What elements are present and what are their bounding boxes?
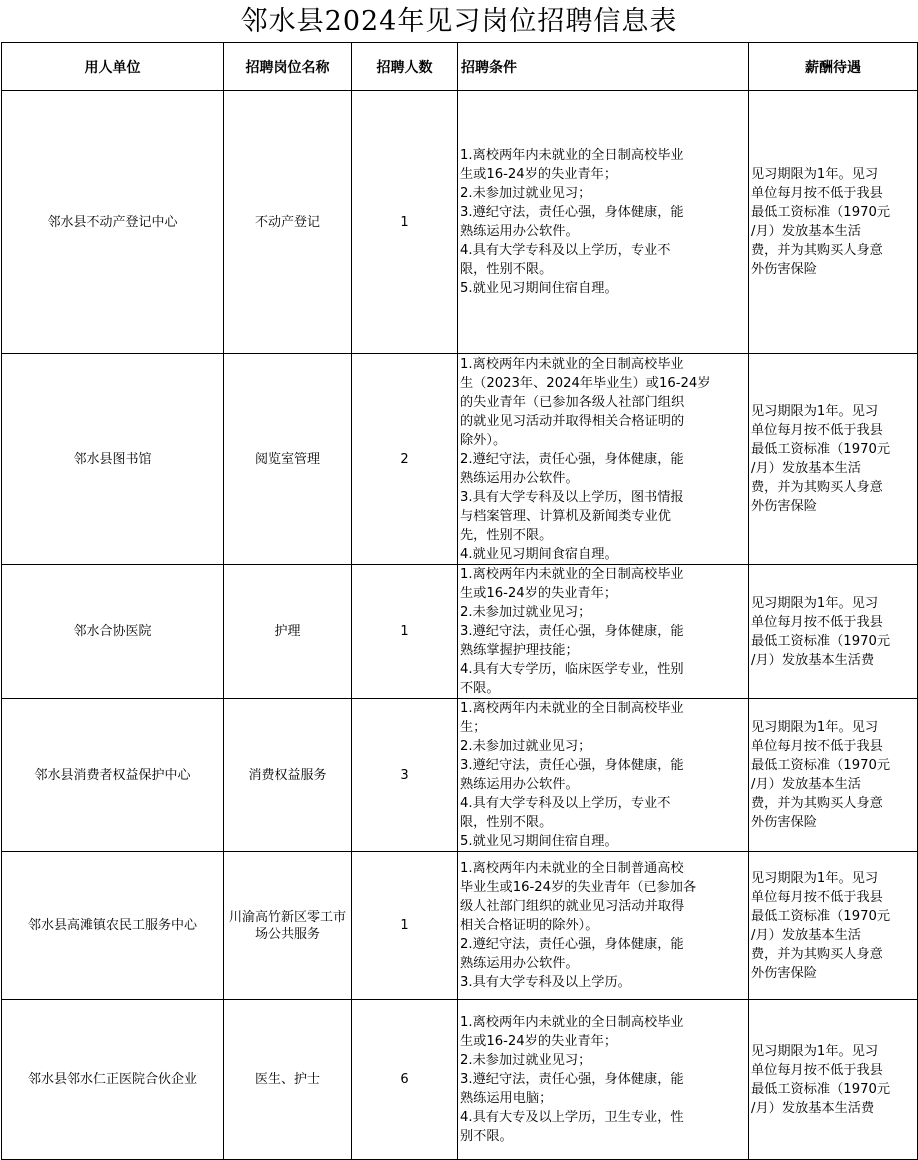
salary-line: 见习期限为1年。见习 [751, 870, 879, 886]
condition-line: 毕业生或16-24岁的失业青年（已参加各 [460, 880, 697, 895]
condition-line: 4.就业见习期间食宿自理。 [460, 546, 618, 562]
condition-line: 1.离校两年内未就业的全日制高校毕业 [460, 1015, 684, 1030]
condition-line: 3.遵纪守法，责任心强，身体健康，能 [460, 758, 684, 773]
position-label: 阅览室管理 [254, 451, 320, 467]
table-row [2, 91, 918, 354]
condition-line: 1.离校两年内未就业的全日制高校毕业 [460, 567, 684, 582]
salary-line: 最低工资标准（1970元 [751, 442, 891, 457]
salary-line: 外伤害保险 [751, 815, 817, 830]
condition-line: 3.遵纪守法，责任心强，身体健康，能 [460, 1072, 684, 1087]
cell-salary [749, 699, 918, 852]
cell-salary [749, 852, 918, 1000]
header-salary: 薪酬待遇 [749, 43, 918, 91]
condition-line: 4.具有大专及以上学历，卫生专业，性 [460, 1110, 684, 1125]
salary-line: 费，并为其购买人身意 [751, 243, 883, 258]
condition-line: 生或16-24岁的失业青年； [460, 586, 618, 601]
condition-line: 的就业见习活动并取得相关合格证明的 [460, 413, 685, 429]
cell-conditions [458, 354, 749, 565]
condition-line: 熟练运用电脑； [460, 1091, 553, 1106]
cell-salary [749, 1000, 918, 1160]
condition-line: 限，性别不限。 [460, 262, 553, 277]
cell-count: 1 [352, 91, 458, 354]
cell-count: 3 [352, 699, 458, 852]
cell-conditions [458, 91, 749, 354]
condition-line: 3.遵纪守法，责任心强，身体健康，能 [460, 624, 684, 639]
salary-line: 见习期限为1年。见习 [751, 167, 879, 182]
cell-count: 2 [352, 354, 458, 565]
cell-unit: 邻水县不动产登记中心 [2, 91, 224, 354]
condition-line: 与档案管理、计算机及新闻类专业优 [460, 508, 671, 524]
cell-position [224, 91, 352, 354]
cell-position [224, 354, 352, 565]
cell-salary [749, 354, 918, 565]
salary-line: 最低工资标准（1970元 [751, 758, 891, 773]
salary-line: 单位每月按不低于我县 [751, 739, 883, 754]
salary-line: 单位每月按不低于我县 [751, 614, 883, 630]
table-row [2, 852, 918, 1000]
condition-line: 5.就业见习期间住宿自理。 [460, 281, 618, 296]
condition-line: 3.具有大学专科及以上学历，图书情报 [460, 489, 684, 505]
condition-line: 熟练运用办公软件。 [460, 777, 579, 792]
cell-count: 1 [352, 852, 458, 1000]
condition-line: 3.遵纪守法，责任心强，身体健康，能 [460, 205, 684, 220]
table-row [2, 699, 918, 852]
condition-line: 先，性别不限。 [460, 527, 553, 543]
salary-line: 外伤害保险 [751, 965, 817, 981]
salary-line: 费，并为其购买人身意 [751, 796, 883, 811]
salary-line: /月）发放基本生活 [751, 777, 861, 792]
header-conditions: 招聘条件 [458, 43, 749, 91]
condition-line: 2.未参加过就业见习； [460, 605, 592, 620]
salary-line: 单位每月按不低于我县 [751, 1062, 883, 1078]
header-unit: 用人单位 [2, 43, 224, 91]
cell-unit: 邻水县高滩镇农民工服务中心 [2, 852, 224, 1000]
table-header-row [2, 43, 918, 91]
page-title: 邻水县2024年见习岗位招聘信息表 [240, 6, 678, 37]
condition-line: 熟练运用办公软件。 [460, 224, 579, 239]
cell-salary [749, 565, 918, 699]
salary-line: 外伤害保险 [751, 262, 817, 277]
cell-position [224, 1000, 352, 1160]
condition-line: 生或16-24岁的失业青年； [460, 167, 618, 182]
cell-conditions [458, 852, 749, 1000]
cell-salary [749, 91, 918, 354]
condition-line: 1.离校两年内未就业的全日制高校毕业 [460, 356, 684, 372]
condition-line: 生或16-24岁的失业青年； [460, 1034, 618, 1049]
condition-line: 生（2023年、2024年毕业生）或16-24岁 [460, 375, 711, 391]
salary-line: 最低工资标准（1970元 [751, 908, 891, 924]
condition-line: 的失业青年（已参加各级人社部门组织 [460, 394, 685, 410]
position-label: 川渝高竹新区零工市场公共服务 [228, 909, 346, 942]
cell-position [224, 565, 352, 699]
position-label: 护理 [274, 624, 301, 639]
cell-unit: 邻水合协医院 [2, 565, 224, 699]
condition-line: 生； [460, 720, 487, 735]
salary-line: /月）发放基本生活费 [751, 1100, 875, 1116]
condition-line: 相关合格证明的除外）。 [460, 918, 599, 933]
salary-line: 见习期限为1年。见习 [751, 404, 879, 419]
condition-line: 熟练运用办公软件。 [460, 470, 579, 486]
condition-line: 除外）。 [460, 432, 507, 448]
condition-line: 4.具有大专学历，临床医学专业，性别 [460, 662, 684, 677]
salary-line: 外伤害保险 [751, 499, 817, 514]
condition-line: 不限。 [460, 681, 500, 696]
position-label: 不动产登记 [254, 214, 320, 230]
salary-line: 最低工资标准（1970元 [751, 205, 891, 220]
condition-line: 2.未参加过就业见习； [460, 186, 592, 201]
salary-line: 单位每月按不低于我县 [751, 186, 883, 201]
cell-position [224, 699, 352, 852]
table-row [2, 1000, 918, 1160]
recruitment-table [1, 42, 918, 1160]
condition-line: 2.遵纪守法，责任心强，身体健康，能 [460, 451, 684, 467]
salary-line: 单位每月按不低于我县 [751, 889, 883, 905]
condition-line: 1.离校两年内未就业的全日制高校毕业 [460, 148, 684, 163]
table-row [2, 354, 918, 565]
salary-line: 最低工资标准（1970元 [751, 633, 891, 649]
condition-line: 1.离校两年内未就业的全日制高校毕业 [460, 701, 684, 716]
cell-unit: 邻水县图书馆 [2, 354, 224, 565]
cell-conditions [458, 565, 749, 699]
condition-line: 别不限。 [460, 1129, 513, 1144]
position-label: 医生、护士 [254, 1072, 320, 1087]
condition-line: 3.具有大学专科及以上学历。 [460, 975, 631, 990]
condition-line: 1.离校两年内未就业的全日制普通高校 [460, 861, 684, 876]
condition-line: 限，性别不限。 [460, 815, 553, 830]
condition-line: 5.就业见习期间住宿自理。 [460, 834, 618, 849]
salary-line: 最低工资标准（1970元 [751, 1081, 891, 1097]
cell-conditions [458, 699, 749, 852]
salary-line: /月）发放基本生活费 [751, 652, 875, 668]
salary-line: 见习期限为1年。见习 [751, 595, 879, 611]
salary-line: /月）发放基本生活 [751, 927, 861, 943]
condition-line: 2.未参加过就业见习； [460, 739, 592, 754]
salary-line: 费，并为其购买人身意 [751, 946, 883, 962]
condition-line: 4.具有大学专科及以上学历，专业不 [460, 243, 671, 258]
salary-line: /月）发放基本生活 [751, 461, 861, 476]
salary-line: 单位每月按不低于我县 [751, 423, 883, 438]
cell-count: 6 [352, 1000, 458, 1160]
header-count: 招聘人数 [352, 43, 458, 91]
cell-unit: 邻水县邻水仁正医院合伙企业 [2, 1000, 224, 1160]
cell-position [224, 852, 352, 1000]
condition-line: 2.未参加过就业见习； [460, 1053, 592, 1068]
salary-line: 见习期限为1年。见习 [751, 1043, 879, 1059]
condition-line: 级人社部门组织的就业见习活动并取得 [460, 899, 685, 914]
salary-line: 费，并为其购买人身意 [751, 480, 883, 495]
condition-line: 4.具有大学专科及以上学历，专业不 [460, 796, 671, 811]
condition-line: 熟练掌握护理技能； [460, 643, 579, 658]
table-row [2, 565, 918, 699]
cell-conditions [458, 1000, 749, 1160]
header-position: 招聘岗位名称 [224, 43, 352, 91]
position-label: 消费权益服务 [248, 767, 327, 783]
cell-count: 1 [352, 565, 458, 699]
condition-line: 熟练运用办公软件。 [460, 956, 579, 971]
cell-unit: 邻水县消费者权益保护中心 [2, 699, 224, 852]
salary-line: 见习期限为1年。见习 [751, 720, 879, 735]
condition-line: 2.遵纪守法，责任心强，身体健康，能 [460, 937, 684, 952]
salary-line: /月）发放基本生活 [751, 224, 861, 239]
